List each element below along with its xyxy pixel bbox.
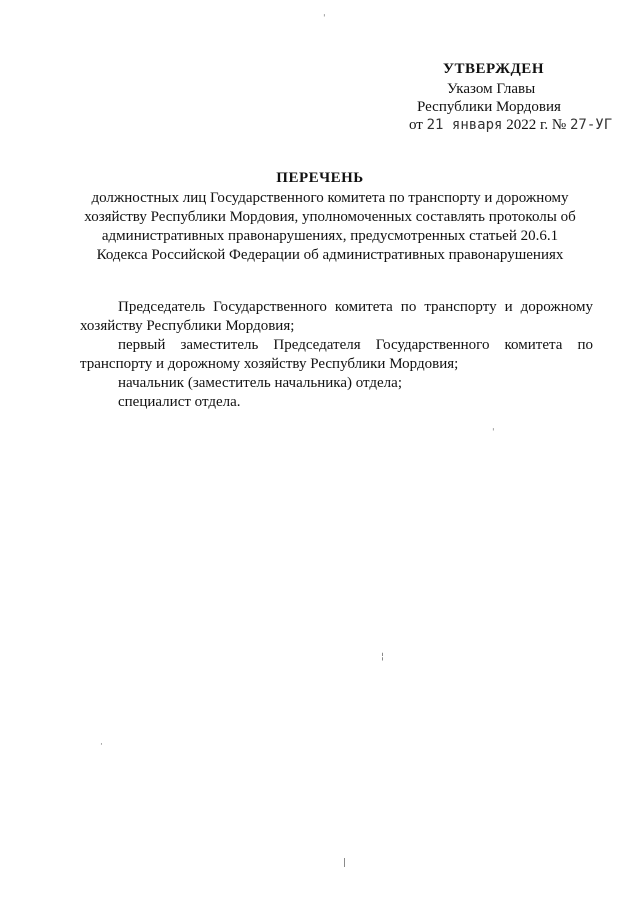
approval-date-line bbox=[409, 116, 612, 135]
document-subtitle bbox=[60, 189, 600, 265]
scan-speck: ˈ bbox=[492, 428, 495, 438]
approval-year: 2022 г. № bbox=[506, 117, 567, 133]
list-item-line: транспорту и дорожному хозяйству Республики Мордовия; bbox=[80, 356, 459, 372]
document-title: ПЕРЕЧЕНЬ bbox=[276, 170, 364, 186]
document-body bbox=[80, 298, 593, 412]
approval-date-prefix: от bbox=[409, 117, 423, 133]
list-item: специалист отдела. bbox=[118, 394, 241, 410]
approval-number: 27-УГ bbox=[570, 117, 613, 133]
subtitle-line: Кодекса Российской Федерации об административных правонарушениях bbox=[96, 247, 564, 263]
subtitle-line: должностных лиц Государственного комитета по транспорту и дорожному bbox=[91, 190, 569, 206]
subtitle-line: хозяйству Республики Мордовия, уполномоченных составлять протоколы об bbox=[84, 209, 576, 225]
scan-speck: · bbox=[100, 740, 103, 750]
scan-speck: | bbox=[343, 858, 347, 868]
subtitle-line: административных правонарушениях, предусмотренных статьей 20.6.1 bbox=[101, 228, 559, 244]
approval-date: 21 января bbox=[426, 117, 503, 133]
approval-decree-line: Указом Главы bbox=[447, 81, 536, 97]
approval-republic-line: Республики Мордовия bbox=[417, 99, 561, 115]
scan-speck: ˈ bbox=[323, 14, 326, 24]
list-item-line: хозяйству Республики Мордовия; bbox=[80, 318, 295, 334]
scan-speck: ¦ bbox=[381, 652, 385, 662]
approval-title: УТВЕРЖДЕН bbox=[443, 61, 544, 77]
list-item-line: первый заместитель Председателя Государственного комитета по bbox=[118, 337, 593, 353]
list-item bbox=[80, 298, 593, 336]
list-item: начальник (заместитель начальника) отдела; bbox=[118, 375, 402, 391]
list-item bbox=[80, 336, 593, 374]
list-item-line: Председатель Государственного комитета по транспорту и дорожному bbox=[118, 299, 593, 315]
